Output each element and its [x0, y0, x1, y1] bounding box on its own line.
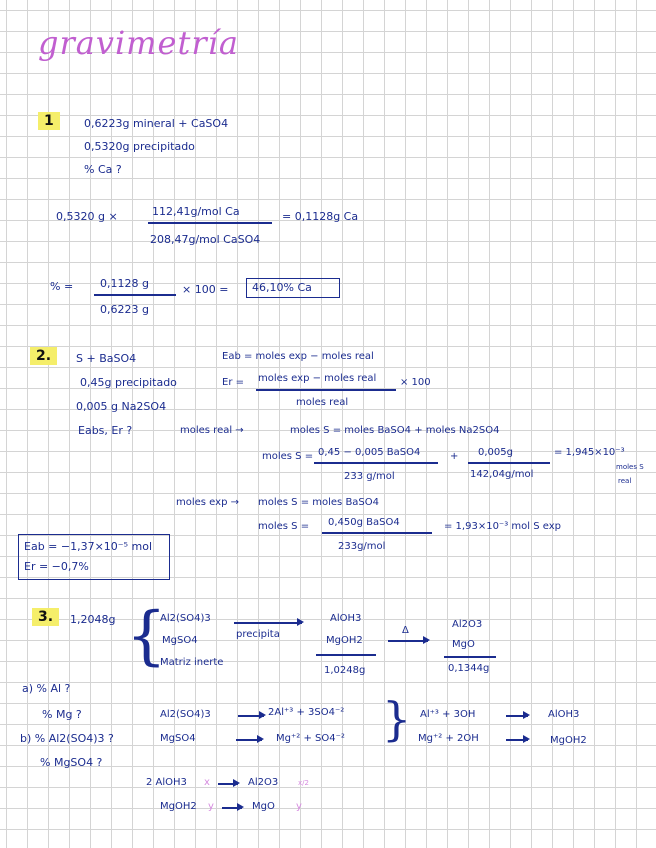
- p3-question-b2: % MgSO4 ?: [40, 756, 103, 769]
- p3-precipitation-2-right: MgOH2: [550, 735, 587, 746]
- p2-moles-s-unit-2: real: [618, 477, 632, 485]
- p2-answer-er: Er = −0,7%: [24, 560, 89, 573]
- p1-answer: 46,10% Ca: [252, 281, 312, 294]
- p3-calcination-arrow: [388, 640, 428, 642]
- p2-moles-s-numerator-2: 0,005g: [478, 447, 513, 458]
- p3-dissociation-2-right: Mg⁺² + SO4⁻²: [276, 733, 345, 744]
- p1-calc-fraction-bar: [148, 222, 272, 224]
- p2-given-precipitate: 0,45g precipitado: [80, 376, 177, 389]
- p3-precipitation-label: precipita: [236, 629, 280, 640]
- p2-eabs-formula: Eab = moles exp − moles real: [222, 351, 374, 362]
- p2-er-denominator: moles real: [296, 397, 349, 408]
- p3-dissociation-1-right: 2Al⁺³ + 3SO4⁻²: [268, 707, 345, 718]
- p1-percent-numerator: 0,1128 g: [100, 277, 149, 290]
- p2-moles-s-result: = 1,945×10⁻³: [554, 447, 625, 458]
- p2-er-lead: Er =: [222, 377, 244, 388]
- p2-er-numerator: moles exp − moles real: [258, 373, 377, 384]
- p2-moles-s-denominator-1: 233 g/mol: [344, 471, 395, 482]
- p2-reaction: S + BaSO4: [76, 352, 137, 365]
- p1-calc-numerator: 112,41g/mol Ca: [152, 205, 240, 218]
- p3-precipitation-arrow: [234, 622, 302, 624]
- p3-precipitation-1-arrow: [506, 715, 528, 717]
- p2-moles-s-lead: moles S =: [262, 451, 314, 462]
- p3-dissociation-1-left: Al2(SO4)3: [160, 709, 211, 720]
- p3-sample-mass: 1,2048g: [70, 613, 116, 626]
- p2-moles-s-plus: +: [450, 451, 459, 462]
- p2-moles-exp-denominator: 233g/mol: [338, 541, 386, 552]
- p3-oxide-aluminum: Al2O3: [452, 619, 483, 630]
- p3-precipitation-2-left: Mg⁺² + 2OH: [418, 733, 479, 744]
- p1-percent-lead: % =: [50, 280, 74, 293]
- p3-calcination-1-arrow: [218, 783, 238, 785]
- p3-hydroxide-underline: [316, 654, 376, 656]
- p2-exp-equation: moles S = moles BaSO4: [258, 497, 380, 508]
- p3-component-aluminum-sulfate: Al2(SO4)3: [160, 613, 211, 624]
- p3-calcination-1-x-half: x/2: [298, 779, 309, 787]
- p1-calc-lead: 0,5320 g ×: [56, 210, 118, 223]
- p2-er-multiplier: × 100: [400, 377, 431, 388]
- p3-oxide-underline: [444, 656, 496, 658]
- p3-question-a1: a) % Al ?: [22, 682, 71, 695]
- p3-hydroxide-mass: 1,0248g: [324, 665, 366, 676]
- p3-reaction-brace: }: [382, 692, 412, 746]
- p3-calcination-2-arrow: [222, 807, 242, 809]
- p3-question-b1: b) % Al2(SO4)3 ?: [20, 732, 114, 745]
- p3-oxide-magnesium: MgO: [452, 639, 475, 650]
- p1-percent-multiplier: × 100 =: [182, 283, 229, 296]
- p1-given-precipitate: 0,5320g precipitado: [84, 140, 195, 153]
- p2-moles-s-denominator-2: 142,04g/mol: [470, 469, 534, 480]
- p3-question-a2: % Mg ?: [42, 708, 82, 721]
- p3-calcination-2-left: MgOH2: [160, 801, 197, 812]
- p3-calcination-1-left: 2 AlOH3: [146, 777, 187, 788]
- p1-percent-fraction-bar: [94, 294, 176, 296]
- p2-moles-exp-lead: moles S =: [258, 521, 310, 532]
- p3-composition-brace: {: [126, 599, 167, 673]
- p2-given-impurity: 0,005 g Na2SO4: [76, 400, 167, 413]
- p3-oxide-mass: 0,1344g: [448, 663, 490, 674]
- p1-percent-denominator: 0,6223 g: [100, 303, 149, 316]
- p3-heat-symbol: Δ: [402, 625, 409, 636]
- p1-calc-result: = 0,1128g Ca: [282, 210, 359, 223]
- p2-moles-exp-result: = 1,93×10⁻³ mol S exp: [444, 521, 561, 532]
- problem-3-number: 3.: [32, 608, 59, 626]
- p1-calc-denominator: 208,47g/mol CaSO4: [150, 233, 261, 246]
- p2-question: Eabs, Er ?: [78, 424, 133, 437]
- p2-moles-s-numerator-1: 0,45 − 0,005 BaSO4: [318, 447, 421, 458]
- p2-real-equation: moles S = moles BaSO4 + moles Na2SO4: [290, 425, 500, 436]
- p2-moles-exp-bar: [322, 532, 432, 534]
- p2-moles-s-unit-1: moles S: [616, 463, 644, 471]
- p2-er-fraction-bar: [256, 389, 396, 391]
- p2-moles-s-bar-1: [314, 462, 438, 464]
- p2-answer-eabs: Eab = −1,37×10⁻⁵ mol: [24, 540, 153, 553]
- p3-precipitation-1-left: Al⁺³ + 3OH: [420, 709, 476, 720]
- p1-question: % Ca ?: [84, 163, 122, 176]
- p3-calcination-2-y: y: [208, 801, 214, 812]
- p3-calcination-1-right: Al2O3: [248, 777, 279, 788]
- p1-given-sample: 0,6223g mineral + CaSO4: [84, 117, 229, 130]
- p3-calcination-1-x: x: [204, 777, 210, 788]
- p3-dissociation-2-arrow: [236, 739, 262, 741]
- p3-dissociation-2-left: MgSO4: [160, 733, 196, 744]
- p2-real-label: moles real →: [180, 425, 244, 436]
- page-title: gravimetría: [38, 24, 239, 62]
- p2-exp-label: moles exp →: [176, 497, 239, 508]
- p2-moles-s-bar-2: [468, 462, 550, 464]
- p3-component-inert-matrix: Matriz inerte: [160, 657, 224, 668]
- p3-precipitation-2-arrow: [506, 739, 528, 741]
- problem-2-number: 2.: [30, 347, 57, 365]
- p3-hydroxide-aluminum: AlOH3: [330, 613, 362, 624]
- p2-moles-exp-numerator: 0,450g BaSO4: [328, 517, 400, 528]
- p3-calcination-2-right: MgO: [252, 801, 275, 812]
- p3-precipitation-1-right: AlOH3: [548, 709, 580, 720]
- problem-1-number: 1: [38, 112, 60, 130]
- p3-dissociation-1-arrow: [238, 715, 264, 717]
- p3-calcination-2-y-right: y: [296, 801, 302, 812]
- p3-component-magnesium-sulfate: MgSO4: [162, 635, 198, 646]
- p3-hydroxide-magnesium: MgOH2: [326, 635, 363, 646]
